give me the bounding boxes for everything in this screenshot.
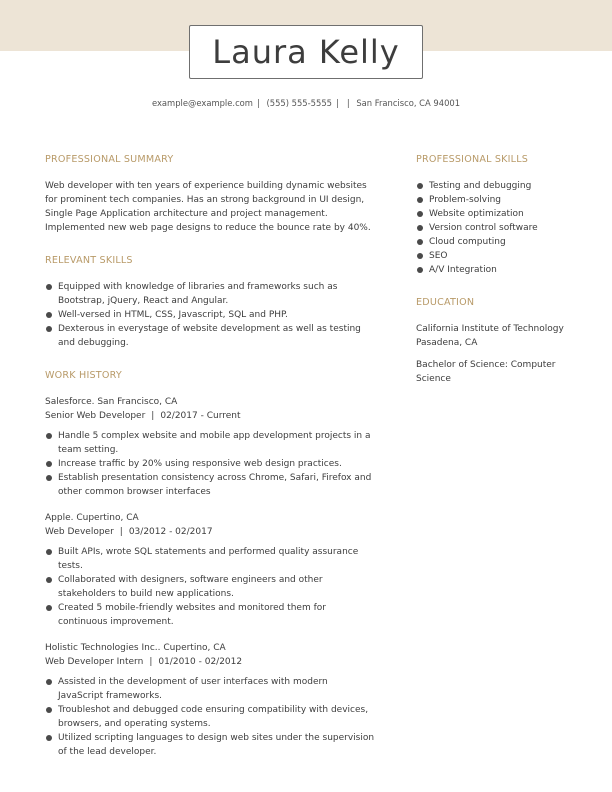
job-entry <box>45 641 375 759</box>
list-item: Version control software <box>416 221 576 235</box>
job-meta-separator: | <box>151 411 155 421</box>
list-item: Troubleshot and debugged code ensuring compatibility with devices, browsers, and operating systems. <box>45 703 375 731</box>
relevant-skills-list <box>45 280 375 350</box>
job-dates: 01/2010 - 02/2012 <box>158 657 243 667</box>
professional-skills-list <box>416 179 576 277</box>
summary-text: Web developer with ten years of experience building dynamic websites for prominent tech companies. Has an strong background in UI design, Single Page Application architecture and project management. Implemented new web page designs to reduce the bounce rate by 40%. <box>45 181 371 233</box>
right-column <box>416 154 576 406</box>
job-dates: 02/2017 - Current <box>160 411 241 421</box>
list-item: Equipped with knowledge of libraries and frameworks such as Bootstrap, jQuery, React and Angular. <box>45 280 375 308</box>
list-item: SEO <box>416 249 576 263</box>
job-company: Holistic Technologies Inc.. Cupertino, CA <box>45 643 226 653</box>
job-company: Salesforce. San Francisco, CA <box>45 397 178 407</box>
summary-title: PROFESSIONAL SUMMARY <box>45 154 174 165</box>
job-dates: 03/2012 - 02/2017 <box>128 527 213 537</box>
job-meta-separator: | <box>149 657 153 667</box>
education-city: Pasadena, CA <box>416 338 478 348</box>
list-item: Establish presentation consistency across Chrome, Safari, Firefox and other common browser interfaces <box>45 471 375 499</box>
list-item: A/V Integration <box>416 263 576 277</box>
education-spacer <box>416 350 576 358</box>
list-item: Website optimization <box>416 207 576 221</box>
job-role: Web Developer Intern <box>45 657 144 667</box>
work-history-title: WORK HISTORY <box>45 370 122 381</box>
professional-skills-section <box>416 154 576 277</box>
list-item: Utilized scripting languages to design web sites under the supervision of the lead developer. <box>45 731 375 759</box>
contact-separator: | <box>346 98 350 108</box>
education-school: California Institute of Technology <box>416 324 564 334</box>
contact-separator: | <box>335 98 339 108</box>
job-role: Senior Web Developer <box>45 411 146 421</box>
job-meta-separator: | <box>119 527 123 537</box>
contact-email: example@example.com <box>151 98 253 108</box>
list-item: Handle 5 complex website and mobile app development projects in a team setting. <box>45 429 375 457</box>
contact-separator: | <box>256 98 260 108</box>
job-meta <box>45 655 375 669</box>
list-item: Built APIs, wrote SQL statements and performed quality assurance tests. <box>45 545 375 573</box>
list-item: Testing and debugging <box>416 179 576 193</box>
left-column <box>45 154 375 779</box>
contact-location: San Francisco, CA 94001 <box>356 98 461 108</box>
list-item: Well-versed in HTML, CSS, Javascript, SQL and PHP. <box>45 308 375 322</box>
education-title: EDUCATION <box>416 297 475 308</box>
contact-line <box>0 98 612 108</box>
professional-skills-title: PROFESSIONAL SKILLS <box>416 154 529 165</box>
education-section <box>416 297 576 386</box>
job-company: Apple. Cupertino, CA <box>45 513 139 523</box>
job-bullets <box>45 429 375 499</box>
summary-section <box>45 154 375 235</box>
work-history-section <box>45 370 375 759</box>
list-item: Assisted in the development of user interfaces with modern JavaScript frameworks. <box>45 675 375 703</box>
list-item: Increase traffic by 20% using responsive web design practices. <box>45 457 375 471</box>
list-item: Problem-solving <box>416 193 576 207</box>
job-meta <box>45 525 375 539</box>
relevant-skills-title: RELEVANT SKILLS <box>45 255 133 266</box>
job-role: Web Developer <box>45 527 114 537</box>
job-entry <box>45 511 375 629</box>
list-item: Dexterous in everystage of website development as well as testing and debugging. <box>45 322 375 350</box>
education-degree: Bachelor of Science: Computer Science <box>416 360 556 384</box>
job-meta <box>45 409 375 423</box>
name-box <box>189 25 423 79</box>
relevant-skills-section <box>45 255 375 350</box>
list-item: Collaborated with designers, software engineers and other stakeholders to build new applications. <box>45 573 375 601</box>
job-bullets <box>45 545 375 629</box>
list-item: Created 5 mobile-friendly websites and monitored them for continuous improvement. <box>45 601 375 629</box>
job-entry <box>45 395 375 499</box>
contact-phone: (555) 555-5555 <box>266 98 332 108</box>
list-item: Cloud computing <box>416 235 576 249</box>
job-bullets <box>45 675 375 759</box>
candidate-name: Laura Kelly <box>212 33 400 71</box>
